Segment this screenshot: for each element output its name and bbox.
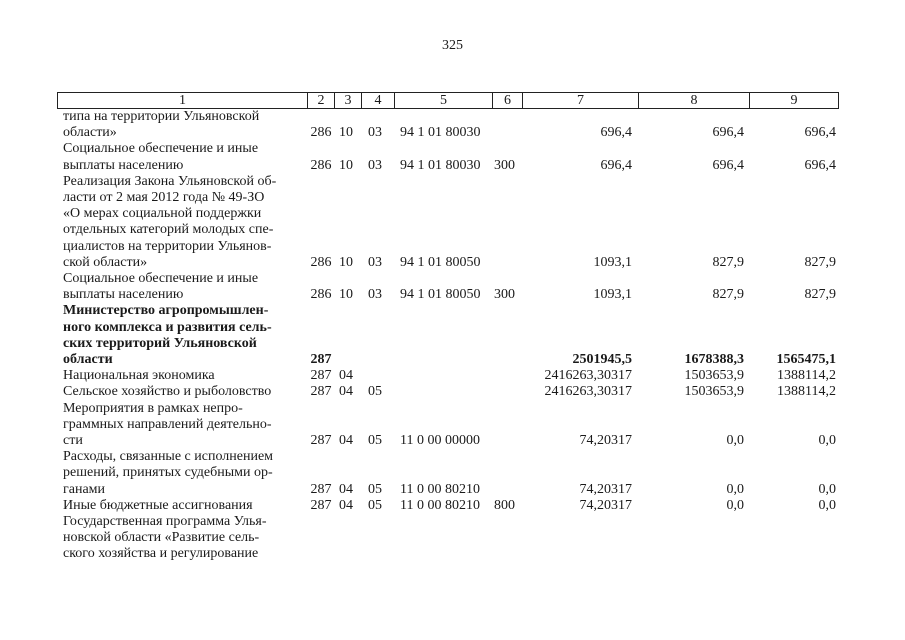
header-cell-7: 7 — [522, 92, 639, 109]
amount-col-8: 1503653,9 — [684, 384, 744, 400]
target-article-code: 11 0 00 80210 — [400, 497, 480, 513]
amount-col-8: 1503653,9 — [684, 368, 744, 384]
table-body — [0, 109, 905, 563]
table-row — [0, 384, 905, 400]
section-code: 287 — [310, 432, 332, 448]
description-line: Государственная программа Улья- — [63, 513, 267, 529]
subchapter-code: 03 — [368, 287, 382, 303]
row-description — [63, 303, 304, 368]
section-code: 287 — [310, 497, 332, 513]
amount-col-8: 1678388,3 — [684, 351, 744, 367]
description-line: области — [63, 351, 113, 367]
subchapter-code: 05 — [368, 497, 382, 513]
amount-col-8: 0,0 — [726, 481, 744, 497]
row-description — [63, 141, 304, 173]
table-row — [0, 498, 905, 514]
amount-col-7: 1093,1 — [593, 287, 632, 303]
table-row — [0, 303, 905, 368]
chapter-code: 04 — [339, 368, 353, 384]
row-description — [63, 368, 304, 384]
target-article-code: 11 0 00 00000 — [400, 432, 480, 448]
target-article-code: 94 1 01 80030 — [400, 157, 481, 173]
description-line: ласти от 2 мая 2012 года № 49-ЗО — [63, 189, 265, 205]
description-line: области» — [63, 125, 117, 141]
amount-col-7: 696,4 — [600, 125, 632, 141]
target-article-code: 11 0 00 80210 — [400, 481, 480, 497]
subchapter-code: 05 — [368, 481, 382, 497]
amount-col-9: 1388114,2 — [777, 368, 836, 384]
subchapter-code: 05 — [368, 432, 382, 448]
amount-col-7: 2501945,5 — [572, 351, 632, 367]
target-article-code: 94 1 01 80050 — [400, 254, 481, 270]
description-line: Мероприятия в рамках непро- — [63, 400, 243, 416]
section-code: 286 — [310, 287, 332, 303]
description-line: ской области» — [63, 254, 148, 270]
section-code: 287 — [310, 368, 332, 384]
amount-col-7: 74,20317 — [579, 432, 632, 448]
description-line: Иные бюджетные ассигнования — [63, 497, 253, 513]
description-line: Социальное обеспечение и иные — [63, 270, 259, 286]
amount-col-8: 696,4 — [712, 157, 744, 173]
row-description — [63, 384, 304, 400]
subchapter-code: 03 — [368, 254, 382, 270]
section-code: 287 — [310, 351, 332, 367]
subchapter-code: 03 — [368, 157, 382, 173]
description-line: сти — [63, 432, 83, 448]
amount-col-7: 74,20317 — [579, 481, 632, 497]
amount-col-7: 1093,1 — [593, 254, 632, 270]
header-cell-9: 9 — [749, 92, 839, 109]
description-line: граммных направлений деятельно- — [63, 416, 272, 432]
description-line: отдельных категорий молодых спе- — [63, 222, 274, 238]
description-line: выплаты населению — [63, 287, 184, 303]
expense-type-code: 800 — [494, 497, 515, 513]
header-cell-6: 6 — [492, 92, 523, 109]
amount-col-8: 0,0 — [726, 497, 744, 513]
amount-col-9: 1388114,2 — [777, 384, 836, 400]
header-cell-5: 5 — [394, 92, 493, 109]
amount-col-9: 827,9 — [804, 254, 836, 270]
page-number: 325 — [442, 38, 463, 53]
row-description — [63, 498, 304, 514]
description-line: решений, принятых судебными ор- — [63, 465, 273, 481]
section-code: 286 — [310, 254, 332, 270]
description-line: ного комплекса и развития сель- — [63, 319, 272, 335]
target-article-code: 94 1 01 80030 — [400, 125, 481, 141]
amount-col-7: 74,20317 — [579, 497, 632, 513]
chapter-code: 04 — [339, 497, 353, 513]
description-line: Национальная экономика — [63, 368, 215, 384]
amount-col-9: 0,0 — [818, 497, 836, 513]
amount-col-9: 1565475,1 — [776, 351, 836, 367]
table-row — [0, 109, 905, 141]
section-code: 287 — [310, 481, 332, 497]
header-cell-2: 2 — [307, 92, 335, 109]
chapter-code: 04 — [339, 432, 353, 448]
amount-col-7: 2416263,30317 — [544, 368, 632, 384]
table-row — [0, 271, 905, 303]
header-cell-3: 3 — [334, 92, 362, 109]
row-description — [63, 514, 304, 563]
amount-col-9: 696,4 — [804, 125, 836, 141]
table-row — [0, 449, 905, 498]
row-description — [63, 271, 304, 303]
description-line: Министерство агропромышлен- — [63, 303, 269, 319]
row-description — [63, 449, 304, 498]
amount-col-9: 696,4 — [804, 157, 836, 173]
row-description — [63, 174, 304, 271]
amount-col-9: 0,0 — [818, 432, 836, 448]
amount-col-9: 0,0 — [818, 481, 836, 497]
description-line: типа на территории Ульяновской — [63, 109, 260, 124]
amount-col-9: 827,9 — [804, 287, 836, 303]
description-line: ганами — [63, 481, 106, 497]
expense-type-code: 300 — [494, 287, 515, 303]
description-line: выплаты населению — [63, 157, 184, 173]
table-row — [0, 141, 905, 173]
description-line: Реализация Закона Ульяновской об- — [63, 173, 277, 189]
section-code: 286 — [310, 125, 332, 141]
description-line: ских территорий Ульяновской — [63, 335, 257, 351]
chapter-code: 10 — [339, 157, 353, 173]
header-cell-1: 1 — [57, 92, 308, 109]
subchapter-code: 05 — [368, 384, 382, 400]
row-description — [63, 109, 304, 141]
target-article-code: 94 1 01 80050 — [400, 287, 481, 303]
chapter-code: 04 — [339, 481, 353, 497]
amount-col-7: 696,4 — [600, 157, 632, 173]
description-line: Социальное обеспечение и иные — [63, 141, 259, 157]
amount-col-8: 827,9 — [712, 287, 744, 303]
section-code: 287 — [310, 384, 332, 400]
description-line: циалистов на территории Ульянов- — [63, 238, 272, 254]
expense-type-code: 300 — [494, 157, 515, 173]
header-cell-8: 8 — [638, 92, 750, 109]
header-cell-4: 4 — [361, 92, 395, 109]
section-code: 286 — [310, 157, 332, 173]
description-line: Сельское хозяйство и рыболовство — [63, 384, 272, 400]
amount-col-7: 2416263,30317 — [544, 384, 632, 400]
chapter-code: 10 — [339, 254, 353, 270]
description-line: ского хозяйства и регулирование — [63, 546, 259, 562]
table-row — [0, 514, 905, 563]
description-line: «О мерах социальной поддержки — [63, 206, 262, 222]
amount-col-8: 0,0 — [726, 432, 744, 448]
row-description — [63, 401, 304, 450]
table-row — [0, 368, 905, 384]
subchapter-code: 03 — [368, 125, 382, 141]
chapter-code: 10 — [339, 287, 353, 303]
table-row — [0, 174, 905, 271]
description-line: Расходы, связанные с исполнением — [63, 449, 274, 465]
description-line: новской области «Развитие сель- — [63, 530, 260, 546]
table-row — [0, 401, 905, 450]
amount-col-8: 827,9 — [712, 254, 744, 270]
amount-col-8: 696,4 — [712, 125, 744, 141]
chapter-code: 04 — [339, 384, 353, 400]
chapter-code: 10 — [339, 125, 353, 141]
